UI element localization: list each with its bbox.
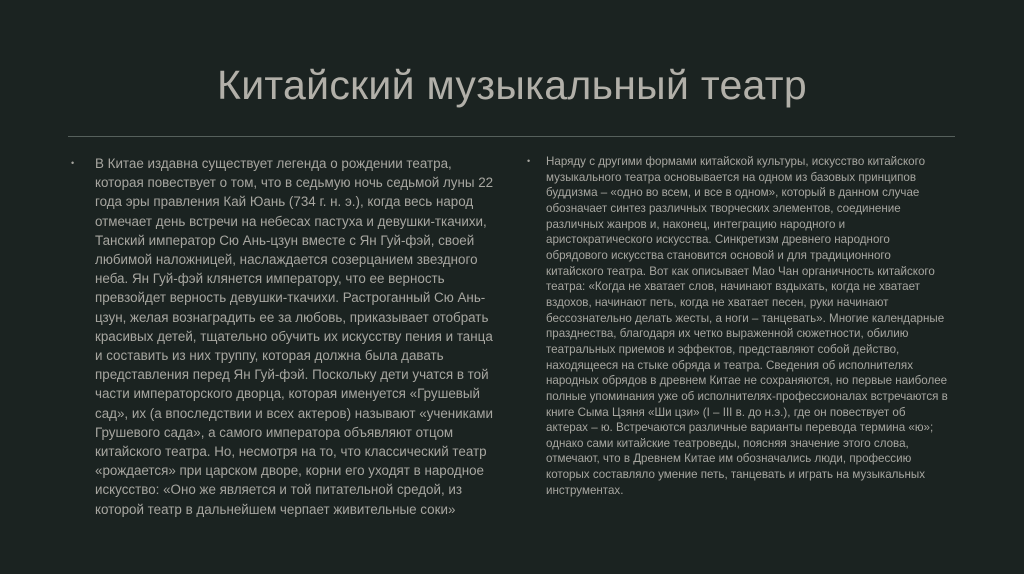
title-divider (68, 136, 955, 137)
left-bullet-item (68, 154, 498, 519)
left-paragraph: В Китае издавна существует легенда о рождении театра, которая повествует о том, что в седьмую ночь седьмой луны 22 года эры правления Кай Юань (734 г. н. э.), когда весь народ отмечает день встречи на небесах пастуха и девушки-ткачихи, Танский император Сю Ань-цзун вместе с Ян Гуй-фэй, своей любимой наложницей, наслаждается созерцанием звездного неба. Ян Гуй-фэй клянется императору, что ее верность превзойдет верность девушки-ткачихи. Растроганный Сю Ань-цзун, желая вознаградить ее за любовь, приказывает отобрать красивых детей, тщательно обучить их искусству пения и танца и составить из них труппу, которая должна была давать представления перед Ян Гуй-фэй. Поскольку дети учатся в той части императорского дворца, которая именуется «Грушевый сад», их (а впоследствии и всех актеров) называют «учениками Грушевого сада», а самого императора объявляют отцом китайского театра. Но, несмотря на то, что классический театр «рождается» при царском дворе, корни его уходят в народное искусство: «Оно же является и той питательной средой, из которой театр в дальнейшем черпает живительные соки» (95, 156, 494, 517)
slide-title: Китайский музыкальный театр (217, 62, 807, 108)
bullet-icon: • (71, 158, 75, 168)
right-bullet-item (524, 154, 950, 498)
bullet-icon: • (527, 156, 531, 166)
right-paragraph: Наряду с другими формами китайской культуры, искусство китайского музыкального театра основывается на одном из базовых принципов буддизма – «одно во всем, и все в одном», который в данном случае обозначает синтез различных творческих элементов, соединение различных жанров и, наконец, интеграцию народного и аристократического искусства. Синкретизм древнего народного обрядового искусства становится основой и для традиционного китайского театра. Вот как описывает Мао Чан органичность китайского театра: «Когда не хватает слов, начинают вздыхать, когда не хватает вздохов, начинают петь, когда не хватает песен, руки начинают бессознательно делать жесты, а ноги – танцевать». Многие календарные празднества, благодаря их четко выраженной сюжетности, обилию театральных приемов и эффектов, представляют собой действо, находящееся на стыке обряда и театра. Сведения об исполнителях народных обрядов в древнем Китае не сохраняются, но первые наиболее полные упоминания уже об исполнителях-профессионалах встречаются в книге Сыма Цзяня «Ши цзи» (I – III в. до н.э.), где он повествует об актерах – ю. Встречаются различные варианты перевода термина «ю»; однако сами китайские театроведы, поясняя значение этого слова, отмечают, что в Древнем Китае им обозначались люди, профессию которых составляло умение петь, танцевать и играть на музыкальных инструментах. (546, 155, 948, 497)
left-column (68, 154, 498, 519)
right-column (524, 154, 950, 498)
